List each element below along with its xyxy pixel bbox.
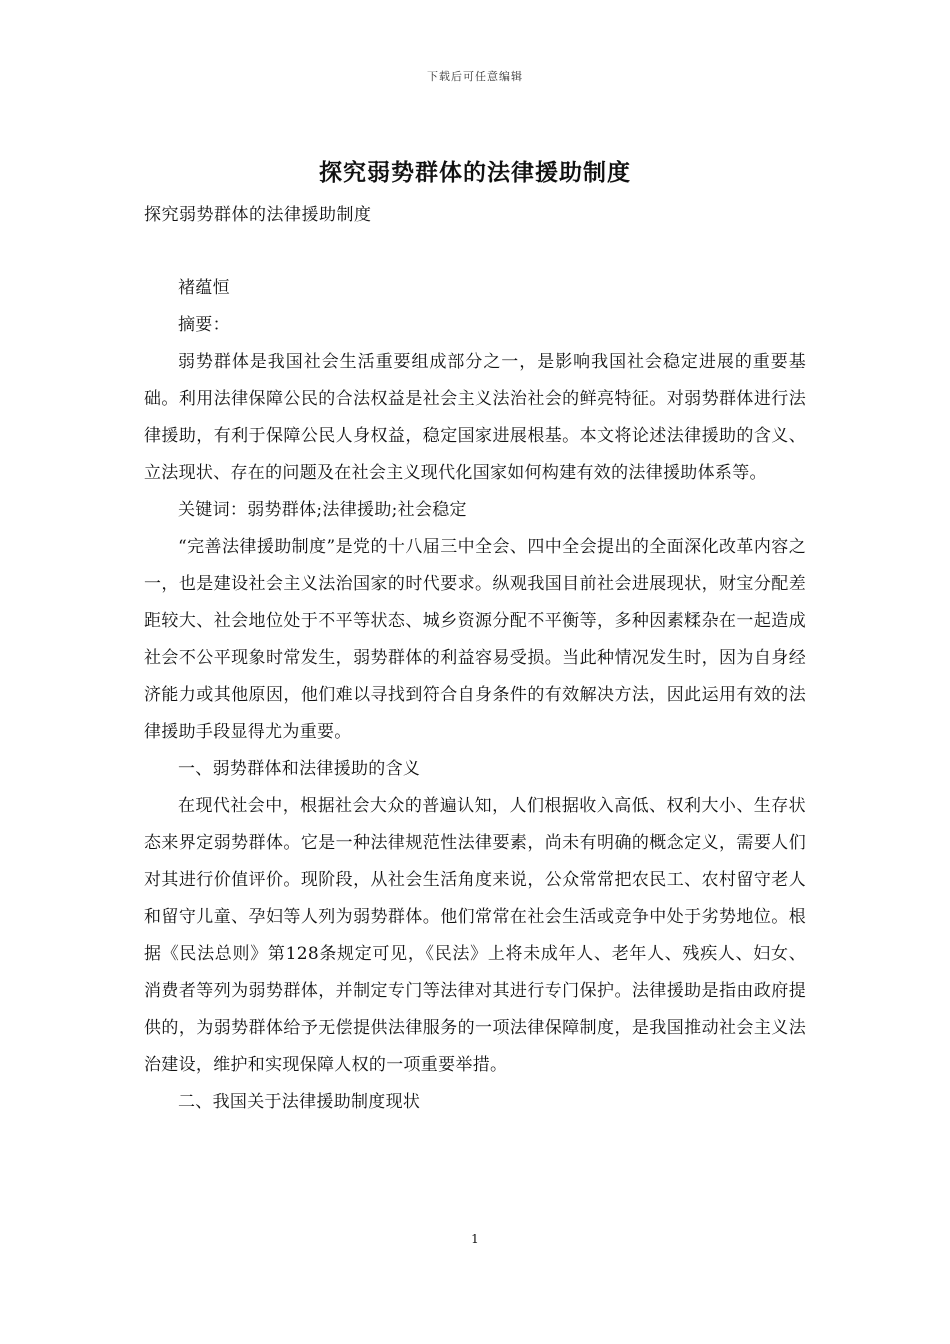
introduction-paragraph: “完善法律援助制度”是党的十八届三中全会、四中全会提出的全面深化改革内容之一，也是建设社会主义法治国家的时代要求。纵观我国目前社会进展现状，财宝分配差距较大、社会地位处于不平等状态、城乡资源分配不平衡等，多种因素糅杂在一起造成社会不公平现象时常发生，弱势群体的利益容易受损。当此种情况发生时，因为自身经济能力或其他原因，他们难以寻找到符合自身条件的有效解决方法，因此运用有效的法律援助手段显得尤为重要。 xyxy=(144,537,806,742)
document-title: 探究弱势群体的法律援助制度 xyxy=(319,159,631,186)
page-header: 下载后可任意编辑 xyxy=(427,70,523,83)
section-paragraph-1: 在现代社会中，根据社会大众的普遍认知，人们根据收入高低、权利大小、生存状态来界定弱势群体。它是一种法律规范性法律要素，尚未有明确的概念定义，需要人们对其进行价值评价。现阶段，从社会生活角度来说，公众常常把农民工、农村留守老人和留守儿童、孕妇等人列为弱势群体。他们常常在社会生活或竞争中处于劣势地位。根据《民法总则》第128条规定可见，《民法》上将未成年人、老年人、残疾人、妇女、消费者等列为弱势群体，并制定专门等法律对其进行专门保护。法律援助是指由政府提供的，为弱势群体给予无偿提供法律服务的一项法律保障制度，是我国推动社会主义法治建设，维护和实现保障人权的一项重要举措。 xyxy=(144,796,806,1075)
author-name: 褚蕴恒 xyxy=(178,278,230,298)
abstract-paragraph: 弱势群体是我国社会生活重要组成部分之一，是影响我国社会稳定进展的重要基础。利用法律保障公民的合法权益是社会主义法治社会的鲜亮特征。对弱势群体进行法律援助，有利于保障公民人身权益，稳定国家进展根基。本文将论述法律援助的含义、立法现状、存在的问题及在社会主义现代化国家如何构建有效的法律援助体系等。 xyxy=(144,352,806,483)
keywords-paragraph: 关键词：弱势群体;法律援助;社会稳定 xyxy=(178,500,467,520)
document-subtitle: 探究弱势群体的法律援助制度 xyxy=(144,205,372,225)
document-body xyxy=(144,270,806,1121)
section-heading-1: 一、弱势群体和法律援助的含义 xyxy=(178,759,421,779)
page-number: 1 xyxy=(471,1232,479,1246)
abstract-label: 摘要： xyxy=(178,315,230,335)
section-heading-2: 二、我国关于法律援助制度现状 xyxy=(178,1092,421,1112)
